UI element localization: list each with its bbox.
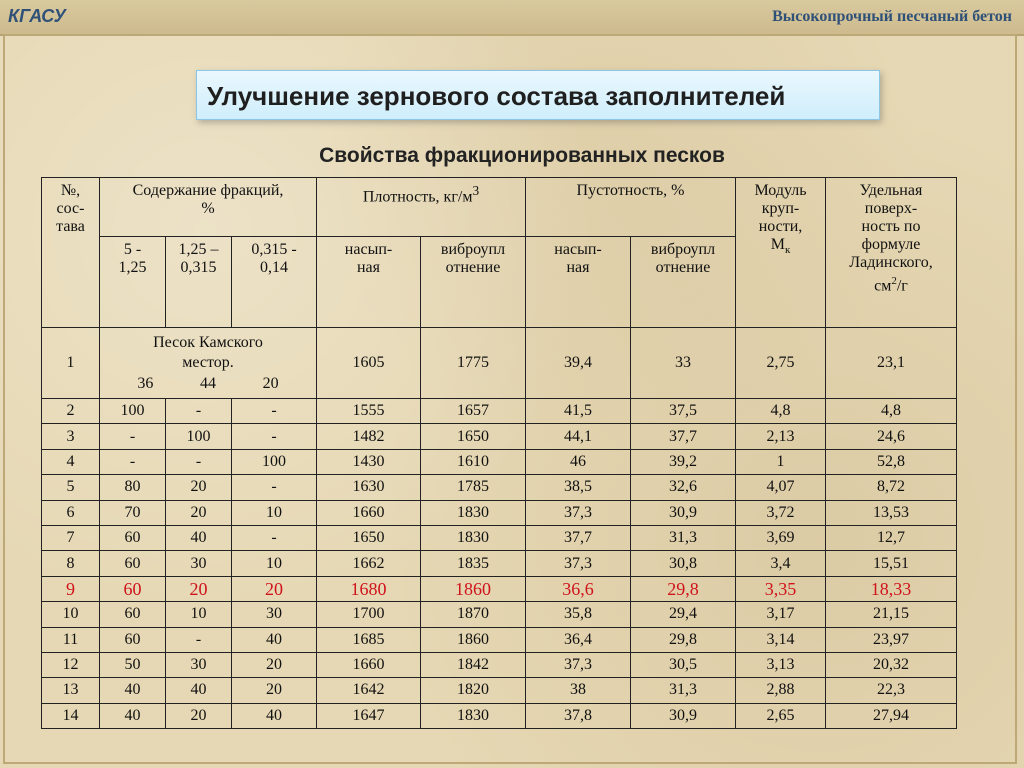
cell-density-vibro: 1860: [421, 576, 526, 601]
cell-fraction-5-125: 40: [100, 678, 166, 703]
cell-fraction-5-125: 60: [100, 576, 166, 601]
cell-fraction-125-0315: 20: [166, 576, 232, 601]
table-row: [42, 627, 957, 652]
cell-voids-vibro: 29,8: [631, 627, 736, 652]
table-body: [42, 399, 957, 729]
cell-density-vibro: 1610: [421, 449, 526, 474]
cell-fraction-0315-014: 10: [232, 551, 317, 576]
cell-fraction-value: 36: [137, 375, 154, 392]
cell-density-bulk: 1685: [317, 627, 421, 652]
cell-surface: 13,53: [826, 500, 957, 525]
cell-voids-vibro: 29,4: [631, 602, 736, 627]
cell-num: 11: [42, 627, 100, 652]
cell-fraction-0315-014: -: [232, 399, 317, 424]
cell-fraction-5-125: 60: [100, 551, 166, 576]
table-row: [42, 652, 957, 677]
header-fractions: Содержание фракций, %: [100, 178, 317, 237]
cell-surface: 4,8: [826, 399, 957, 424]
header-voids: Пустотность, %: [526, 178, 736, 237]
table-row: [42, 424, 957, 449]
table-row: [42, 449, 957, 474]
cell-modulus: 3,4: [736, 551, 826, 576]
cell-num: 9: [42, 576, 100, 601]
cell-density-vibro: 1650: [421, 424, 526, 449]
cell-num: 12: [42, 652, 100, 677]
table-caption: Свойства фракционированных песков: [319, 144, 725, 167]
cell-voids-vibro: 37,5: [631, 399, 736, 424]
header-num: №, сос- тава: [42, 178, 100, 328]
cell-num: 4: [42, 449, 100, 474]
cell-fraction-5-125: 60: [100, 627, 166, 652]
cell-fraction-125-0315: 40: [166, 678, 232, 703]
cell-density-vibro: 1860: [421, 627, 526, 652]
cell-fraction-125-0315: 20: [166, 475, 232, 500]
cell-surface: 8,72: [826, 475, 957, 500]
cell-modulus: 4,07: [736, 475, 826, 500]
cell-fraction-0315-014: 20: [232, 652, 317, 677]
cell-density-vibro: 1870: [421, 602, 526, 627]
cell-surface: 23,1: [826, 328, 957, 399]
cell-density-bulk: 1660: [317, 500, 421, 525]
header-frac-5-125: 5 - 1,25: [100, 237, 166, 328]
cell-num: 8: [42, 551, 100, 576]
cell-density-bulk: 1642: [317, 678, 421, 703]
sand-properties-table: [41, 177, 957, 729]
header-voids-bulk: насып- ная: [526, 237, 631, 328]
table-row: [42, 525, 957, 550]
table-row: [42, 703, 957, 728]
cell-modulus: 2,13: [736, 424, 826, 449]
cell-density-vibro: 1835: [421, 551, 526, 576]
cell-density-vibro: 1775: [421, 328, 526, 399]
header-density: Плотность, $кг/м^3$: [317, 178, 526, 237]
cell-density-bulk: 1680: [317, 576, 421, 601]
header-title: Высокопрочный песчаный бетон: [772, 8, 1012, 25]
cell-voids-vibro: 31,3: [631, 525, 736, 550]
table-row: [42, 475, 957, 500]
cell-modulus: 3,14: [736, 627, 826, 652]
cell-voids-bulk: 37,3: [526, 652, 631, 677]
cell-density-vibro: 1657: [421, 399, 526, 424]
cell-voids-vibro: 32,6: [631, 475, 736, 500]
cell-fraction-0315-014: 40: [232, 627, 317, 652]
cell-voids-bulk: 46: [526, 449, 631, 474]
cell-modulus: 3,72: [736, 500, 826, 525]
cell-fraction-0315-014: 40: [232, 703, 317, 728]
cell-fraction-0315-014: -: [232, 525, 317, 550]
cell-modulus: 4,8: [736, 399, 826, 424]
logo: КГАСУ: [8, 6, 66, 26]
cell-density-bulk: 1660: [317, 652, 421, 677]
cell-density-bulk: 1630: [317, 475, 421, 500]
cell-density-bulk: 1647: [317, 703, 421, 728]
cell-fraction-125-0315: 40: [166, 525, 232, 550]
table-row: [42, 576, 957, 601]
cell-voids-vibro: 29,8: [631, 576, 736, 601]
cell-modulus: 3,17: [736, 602, 826, 627]
cell-voids-bulk: 38: [526, 678, 631, 703]
cell-density-bulk: 1650: [317, 525, 421, 550]
cell-num: 6: [42, 500, 100, 525]
header-density-bulk: насып- ная: [317, 237, 421, 328]
cell-fraction-125-0315: -: [166, 449, 232, 474]
table-row: [42, 500, 957, 525]
cell-modulus: 2,75: [736, 328, 826, 399]
cell-fraction-5-125: 60: [100, 525, 166, 550]
cell-density-bulk: 1430: [317, 449, 421, 474]
cell-fraction-125-0315: -: [166, 627, 232, 652]
cell-fraction-0315-014: 30: [232, 602, 317, 627]
cell-density-vibro: 1820: [421, 678, 526, 703]
header-modulus: Модуль круп- ности, $М_к$: [736, 178, 826, 328]
table-row: [42, 602, 957, 627]
cell-modulus: 3,13: [736, 652, 826, 677]
header-row-1: [42, 178, 957, 237]
table-row: [42, 551, 957, 576]
cell-surface: 23,97: [826, 627, 957, 652]
cell-voids-bulk: 36,4: [526, 627, 631, 652]
cell-voids-vibro: 33: [631, 328, 736, 399]
cell-fraction-5-125: 40: [100, 703, 166, 728]
cell-voids-bulk: 37,3: [526, 551, 631, 576]
cell-density-vibro: 1842: [421, 652, 526, 677]
cell-density-bulk: 1700: [317, 602, 421, 627]
cell-voids-bulk: 41,5: [526, 399, 631, 424]
cell-modulus: 1: [736, 449, 826, 474]
cell-voids-bulk: 37,3: [526, 500, 631, 525]
cell-surface: 24,6: [826, 424, 957, 449]
cell-fraction-125-0315: 100: [166, 424, 232, 449]
cell-fraction-0315-014: -: [232, 475, 317, 500]
cell-fraction-125-0315: 30: [166, 652, 232, 677]
cell-density-vibro: 1830: [421, 525, 526, 550]
cell-surface: 12,7: [826, 525, 957, 550]
cell-modulus: 2,88: [736, 678, 826, 703]
header-density-vibro: виброупл отнение: [421, 237, 526, 328]
cell-fraction-125-0315: 10: [166, 602, 232, 627]
cell-fraction-0315-014: 10: [232, 500, 317, 525]
cell-num: 14: [42, 703, 100, 728]
cell-voids-vibro: 37,7: [631, 424, 736, 449]
cell-num: 2: [42, 399, 100, 424]
cell-voids-vibro: 30,9: [631, 500, 736, 525]
cell-num: 13: [42, 678, 100, 703]
cell-voids-bulk: 44,1: [526, 424, 631, 449]
cell-density-vibro: 1830: [421, 500, 526, 525]
cell-density-bulk: 1555: [317, 399, 421, 424]
cell-density-bulk: 1482: [317, 424, 421, 449]
cell-voids-vibro: 39,2: [631, 449, 736, 474]
table-row-kama-sand: [42, 328, 957, 399]
cell-surface: 15,51: [826, 551, 957, 576]
cell-surface: 18,33: [826, 576, 957, 601]
table-row: [42, 399, 957, 424]
header-surface: Удельная поверх- ность по формуле Ладинского, $см^2/г$: [826, 178, 957, 328]
cell-fraction-0315-014: 20: [232, 576, 317, 601]
cell-voids-bulk: 38,5: [526, 475, 631, 500]
cell-num: 10: [42, 602, 100, 627]
top-bar: [0, 0, 1024, 36]
cell-fraction-125-0315: 30: [166, 551, 232, 576]
cell-surface: 27,94: [826, 703, 957, 728]
cell-num: 3: [42, 424, 100, 449]
header-voids-vibro: виброупл отнение: [631, 237, 736, 328]
cell-kama-sand: Песок Камского местор. 36 44 20: [100, 328, 317, 399]
cell-voids-bulk: 39,4: [526, 328, 631, 399]
cell-surface: 52,8: [826, 449, 957, 474]
cell-density-bulk: 1662: [317, 551, 421, 576]
cell-num: 7: [42, 525, 100, 550]
header-frac-125-0315: 1,25 – 0,315: [166, 237, 232, 328]
cell-fraction-0315-014: 20: [232, 678, 317, 703]
cell-fraction-value: 20: [262, 375, 279, 392]
cell-surface: 21,15: [826, 602, 957, 627]
table-row: [42, 678, 957, 703]
cell-fraction-125-0315: -: [166, 399, 232, 424]
cell-fraction-125-0315: 20: [166, 500, 232, 525]
cell-voids-bulk: 37,7: [526, 525, 631, 550]
cell-fraction-5-125: 60: [100, 602, 166, 627]
cell-fraction-5-125: 70: [100, 500, 166, 525]
cell-voids-vibro: 30,5: [631, 652, 736, 677]
cell-fraction-0315-014: -: [232, 424, 317, 449]
cell-voids-vibro: 31,3: [631, 678, 736, 703]
cell-modulus: 2,65: [736, 703, 826, 728]
cell-fraction-5-125: 80: [100, 475, 166, 500]
cell-num: 1: [42, 328, 100, 399]
cell-modulus: 3,69: [736, 525, 826, 550]
cell-voids-vibro: 30,9: [631, 703, 736, 728]
cell-fraction-5-125: -: [100, 449, 166, 474]
cell-fraction-5-125: 100: [100, 399, 166, 424]
cell-voids-bulk: 37,8: [526, 703, 631, 728]
cell-fraction-125-0315: 20: [166, 703, 232, 728]
cell-surface: 20,32: [826, 652, 957, 677]
cell-modulus: 3,35: [736, 576, 826, 601]
cell-voids-vibro: 30,8: [631, 551, 736, 576]
cell-surface: 22,3: [826, 678, 957, 703]
cell-density-bulk: 1605: [317, 328, 421, 399]
cell-fraction-5-125: 50: [100, 652, 166, 677]
header-frac-0315-014: 0,315 - 0,14: [232, 237, 317, 328]
cell-fraction-5-125: -: [100, 424, 166, 449]
cell-num: 5: [42, 475, 100, 500]
slide-title: Улучшение зернового состава заполнителей: [196, 70, 880, 120]
cell-voids-bulk: 35,8: [526, 602, 631, 627]
cell-fraction-0315-014: 100: [232, 449, 317, 474]
cell-density-vibro: 1830: [421, 703, 526, 728]
cell-voids-bulk: 36,6: [526, 576, 631, 601]
cell-density-vibro: 1785: [421, 475, 526, 500]
cell-fraction-value: 44: [199, 375, 216, 392]
